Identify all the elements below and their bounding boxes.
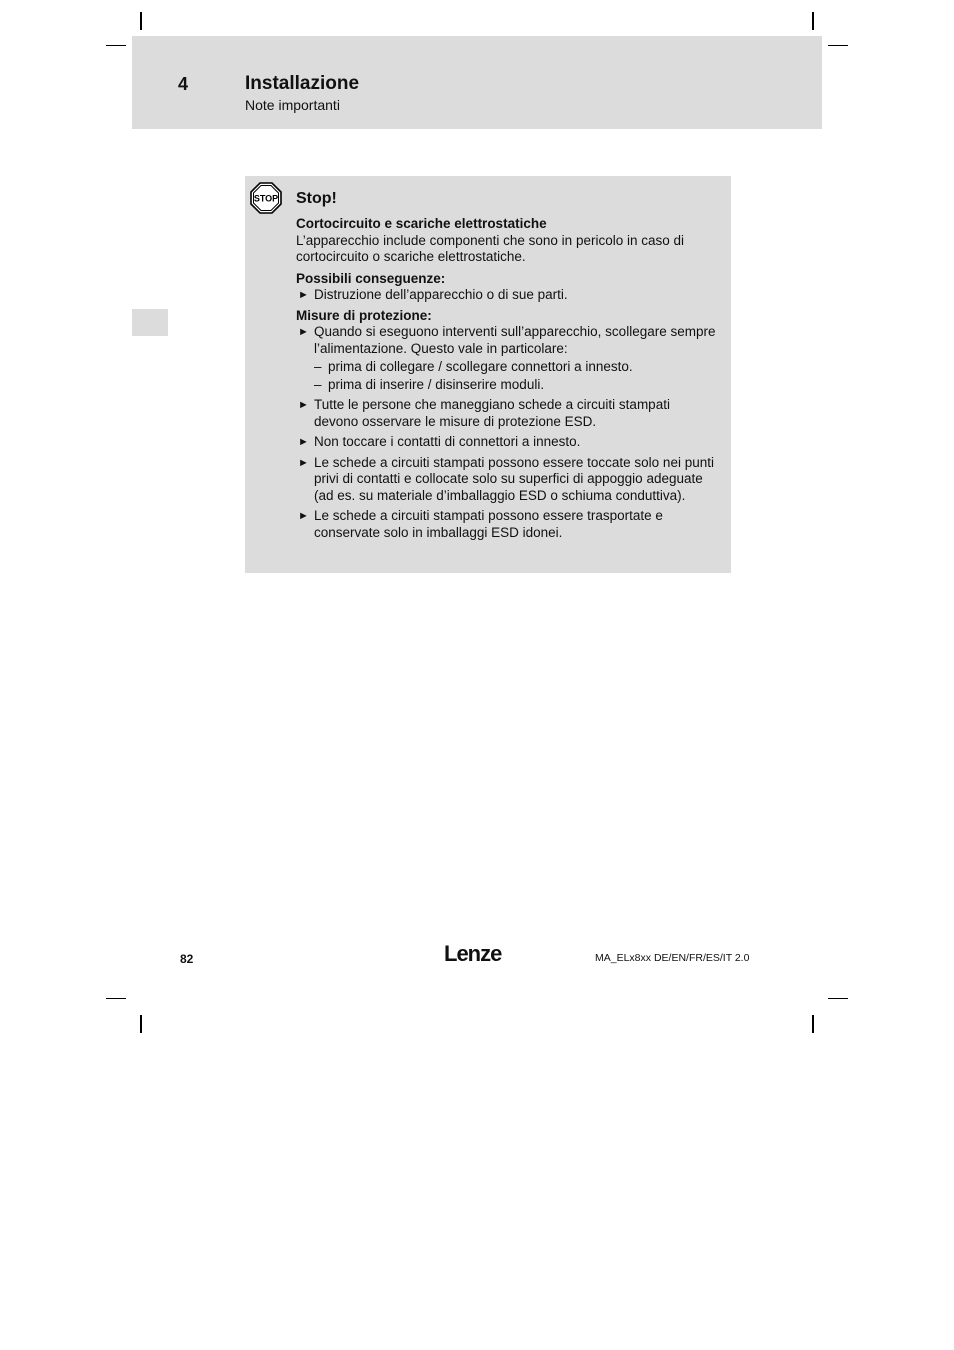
notice-description: L’apparecchio include componenti che sono in pericolo in caso di cortocircuito o scariche elettrostatiche.: [296, 232, 684, 264]
dash-glyph: –: [314, 359, 322, 374]
chapter-subtitle: Note importanti: [245, 97, 340, 113]
measure-subitem-text: prima di inserire / disinserire moduli.: [328, 376, 545, 392]
crop-mark-bottom-right-horizontal: [828, 998, 848, 999]
measure-item: [296, 397, 716, 430]
chapter-header: [132, 36, 822, 129]
consequence-item: [296, 287, 716, 304]
measure-sublist: [314, 359, 716, 393]
bullet-arrow-icon: ►: [298, 289, 309, 301]
measure-text: Le schede a circuiti stampati possono essere trasportate e conservate solo in imballaggi ESD idonei.: [314, 508, 663, 540]
notice-subtitle: Cortocircuito e scariche elettrostatiche: [296, 216, 547, 231]
measure-item: [296, 455, 716, 505]
measure-subitem: [314, 359, 716, 376]
consequences-list: [296, 287, 716, 304]
bullet-arrow-icon: ►: [298, 456, 309, 469]
notice-heading: Stop!: [296, 190, 337, 207]
chapter-title: Installazione: [245, 73, 360, 94]
document-id: MA_ELx8xx DE/EN/FR/ES/IT 2.0: [595, 952, 750, 964]
measure-text: Le schede a circuiti stampati possono essere toccate solo nei punti privi di contatti e collocate solo su superfici di appoggio adeguate (ad es. su materiale d’imballaggio ESD o schiuma conduttiva).: [314, 454, 714, 503]
bullet-arrow-icon: ►: [298, 399, 309, 411]
measures-label: Misure di protezione:: [296, 307, 432, 323]
crop-mark-top-left-vertical: [140, 12, 142, 30]
consequences-label: Possibili conseguenze:: [296, 270, 446, 286]
chapter-number: 4: [178, 74, 189, 94]
bullet-arrow-icon: ►: [298, 510, 309, 522]
measure-item: [296, 434, 716, 451]
lenze-logo: Lenze: [444, 941, 502, 966]
measure-text: Quando si eseguono interventi sull’apparecchio, scollegare sempre l’alimentazione. Questo vale in particolare:: [314, 324, 716, 356]
measure-item: [296, 324, 716, 393]
measure-item: [296, 508, 716, 541]
crop-mark-bottom-right-vertical: [812, 1015, 814, 1033]
measure-subitem-text: prima di collegare / scollegare connettori a innesto.: [328, 359, 633, 374]
bullet-arrow-icon: ►: [298, 436, 309, 448]
consequence-text: Distruzione dell’apparecchio o di sue parti.: [314, 287, 568, 302]
measure-subitem: [314, 377, 716, 394]
measures-list: [296, 324, 716, 541]
stop-notice-box: [245, 176, 731, 573]
crop-mark-top-left-horizontal: [106, 45, 126, 46]
crop-mark-bottom-left-vertical: [140, 1015, 142, 1033]
crop-mark-bottom-left-horizontal: [106, 998, 126, 999]
stop-icon-text: STOP: [253, 193, 279, 204]
crop-mark-top-right-horizontal: [828, 45, 848, 46]
side-thumb-tab: [132, 309, 168, 336]
notice-body: [296, 216, 716, 545]
crop-mark-top-right-vertical: [812, 12, 814, 30]
measure-text: Tutte le persone che maneggiano schede a circuiti stampati devono osservare le misure di protezione ESD.: [314, 397, 670, 429]
measure-text: Non toccare i contatti di connettori a innesto.: [314, 434, 581, 449]
dash-glyph: –: [314, 376, 322, 392]
stop-sign-icon: [250, 182, 282, 214]
bullet-arrow-icon: ►: [298, 326, 309, 338]
page-number: 82: [180, 952, 194, 966]
